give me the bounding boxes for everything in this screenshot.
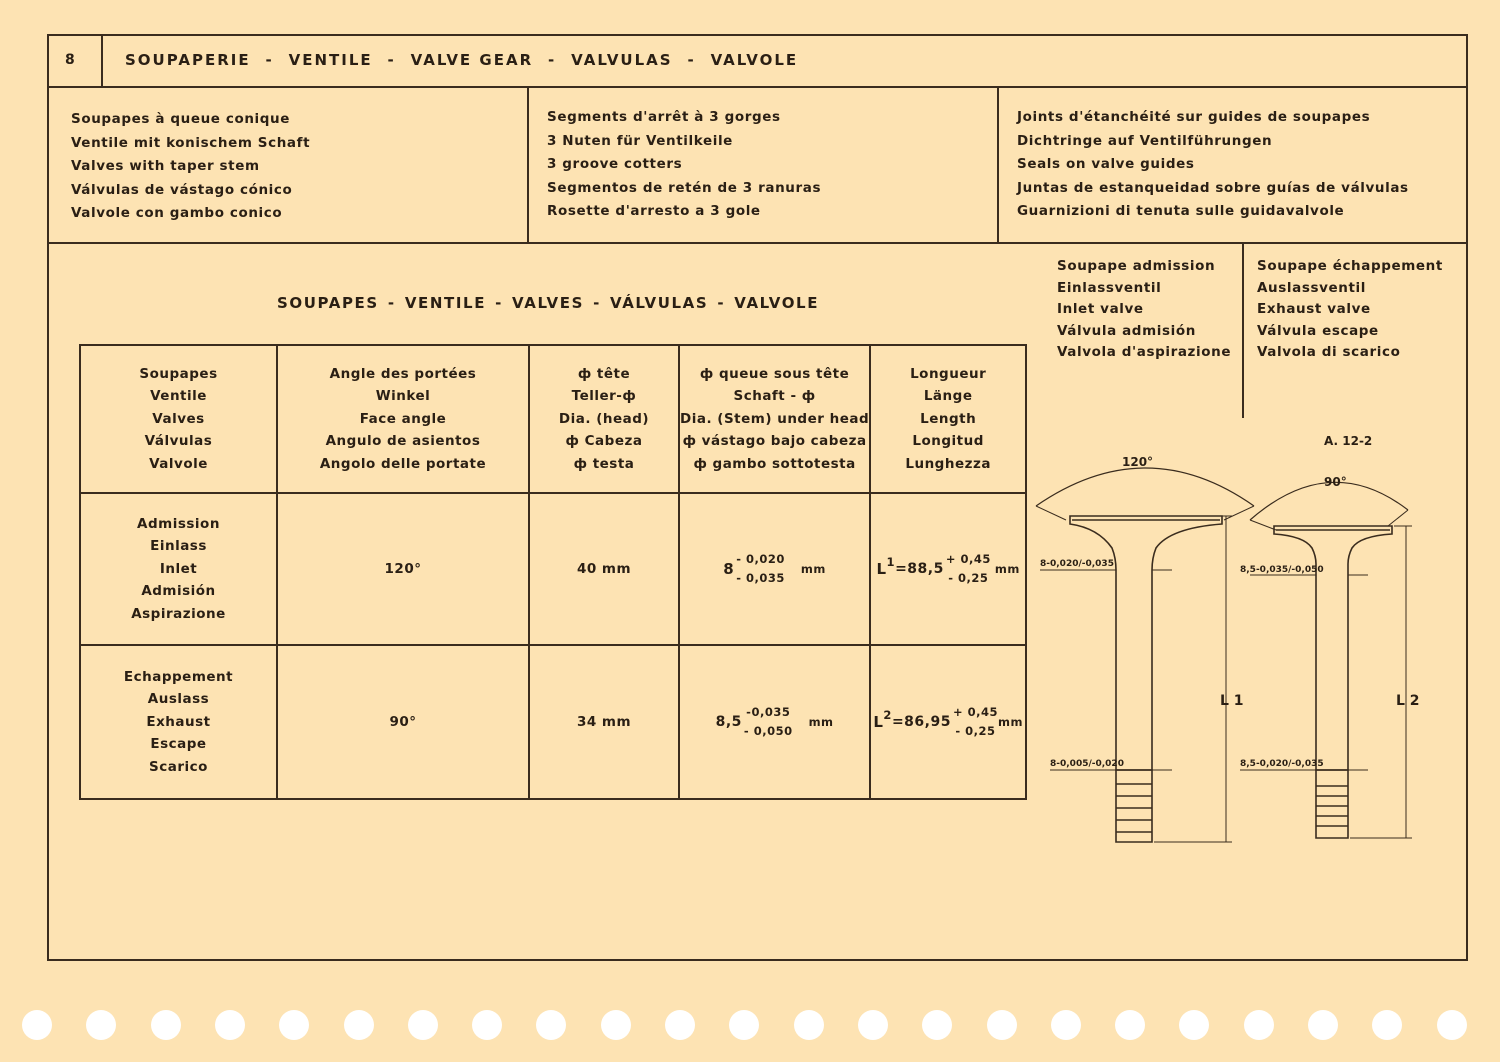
- header-head-diameter: ф tête Teller-ф Dia. (head) ф Cabeza ф testa: [529, 345, 679, 493]
- exhaust-top-dimension: 8,5-0,035/-0,050: [1240, 565, 1324, 575]
- page-number: 8: [65, 52, 75, 68]
- feature-line: Válvulas de vástago cónico: [71, 181, 293, 198]
- exhaust-head: 34 mm: [529, 645, 679, 799]
- exhaust-angle-label: 90°: [1324, 475, 1347, 489]
- title-en: VALVE GEAR: [410, 51, 534, 69]
- binder-hole: [22, 1010, 52, 1040]
- features-col-divider-1: [527, 86, 529, 242]
- valve-label-divider: [1242, 242, 1244, 418]
- exhaust-bottom-dimension: 8,5-0,020/-0,035: [1240, 759, 1324, 769]
- inlet-valve-shape: [1036, 468, 1254, 842]
- section-title-fr: SOUPAPES: [277, 294, 379, 312]
- header-face-angle: Angle des portées Winkel Face angle Angulo de asientos Angolo delle portate: [277, 345, 529, 493]
- section-title-en: VALVES: [512, 294, 584, 312]
- features-col-divider-2: [997, 86, 999, 242]
- binder-hole: [1051, 1010, 1081, 1040]
- binder-hole: [987, 1010, 1017, 1040]
- feature-line: Joints d'étanchéité sur guides de soupapes: [1017, 109, 1371, 125]
- binder-hole: [472, 1010, 502, 1040]
- binder-hole: [536, 1010, 566, 1040]
- binder-hole: [1372, 1010, 1402, 1040]
- header-valves: Soupapes Ventile Valves Válvulas Valvole: [80, 345, 277, 493]
- inlet-top-dimension: 8-0,020/-0,035: [1040, 559, 1114, 569]
- exhaust-names: Echappement Auslass Exhaust Escape Scarico: [80, 645, 277, 799]
- valve-spec-table: [79, 344, 1027, 800]
- table-header-row: [80, 345, 1026, 493]
- length-l2-label: L 2: [1396, 693, 1420, 709]
- title-es: VALVULAS: [571, 51, 673, 69]
- binder-hole: [279, 1010, 309, 1040]
- section-title-de: VENTILE: [404, 294, 487, 312]
- title-de: VENTILE: [288, 51, 373, 69]
- feature-line: Seals on valve guides: [1017, 156, 1195, 172]
- section-title: SOUPAPES - VENTILE - VALVES - VÁLVULAS - VALVOLE: [277, 294, 820, 312]
- table-row-exhaust: [80, 645, 1026, 799]
- binder-hole: [151, 1010, 181, 1040]
- feature-line: 3 groove cotters: [547, 156, 683, 172]
- feature-line: Segmentos de retén de 3 ranuras: [547, 179, 822, 196]
- header-stem-diameter: ф queue sous tête Schaft - ф Dia. (Stem) under head ф vástago bajo cabeza ф gambo sottotesta: [679, 345, 870, 493]
- inlet-angle-label: 120°: [1122, 455, 1154, 469]
- header-length: Longueur Länge Length Longitud Lunghezza: [870, 345, 1026, 493]
- inlet-stem: 8 - 0,020 - 0,035 mm: [679, 493, 870, 645]
- feature-line: Soupapes à queue conique: [71, 111, 290, 127]
- binder-hole: [1115, 1010, 1145, 1040]
- exhaust-stem: 8,5 -0,035 - 0,050 mm: [679, 645, 870, 799]
- valve-drawing: [1030, 450, 1430, 850]
- figure-reference: A. 12-2: [1324, 434, 1373, 448]
- exhaust-length: L 2 =86,95 + 0,45 - 0,25 mm: [870, 645, 1026, 799]
- binder-holes: [0, 1010, 1500, 1042]
- feature-line: Juntas de estanqueidad sobre guías de válvulas: [1017, 179, 1409, 196]
- binder-hole: [858, 1010, 888, 1040]
- features-divider: [49, 242, 1466, 244]
- section-title-es: VÁLVULAS: [610, 294, 709, 312]
- page-title: SOUPAPERIE - VENTILE - VALVE GEAR - VALVULAS - VALVOLE: [125, 51, 799, 69]
- binder-hole: [1437, 1010, 1467, 1040]
- inlet-valve-labels: Soupape admission Einlassventil Inlet valve Válvula admisión Valvola d'aspirazione: [1057, 258, 1232, 360]
- binder-hole: [794, 1010, 824, 1040]
- binder-hole: [408, 1010, 438, 1040]
- inlet-length: L 1 =88,5 + 0,45 - 0,25 mm: [870, 493, 1026, 645]
- feature-line: Segments d'arrêt à 3 gorges: [547, 109, 781, 125]
- pagenum-divider: [101, 36, 103, 86]
- table-row-inlet: [80, 493, 1026, 645]
- binder-hole: [215, 1010, 245, 1040]
- feature-seals: [1017, 106, 1409, 224]
- binder-hole: [1244, 1010, 1274, 1040]
- section-title-it: VALVOLE: [734, 294, 820, 312]
- feature-line: Valves with taper stem: [71, 158, 260, 174]
- length-l1-label: L 1: [1220, 693, 1244, 709]
- feature-line: Rosette d'arresto a 3 gole: [547, 203, 761, 219]
- feature-line: Guarnizioni di tenuta sulle guidavalvole: [1017, 203, 1345, 219]
- feature-line: Ventile mit konischem Schaft: [71, 134, 311, 151]
- binder-hole: [1179, 1010, 1209, 1040]
- inlet-head: 40 mm: [529, 493, 679, 645]
- feature-cotters: [547, 106, 821, 224]
- inlet-bottom-dimension: 8-0,005/-0,020: [1050, 759, 1124, 769]
- header-divider: [49, 86, 1466, 88]
- binder-hole: [922, 1010, 952, 1040]
- exhaust-valve-labels: Soupape échappement Auslassventil Exhaust valve Válvula escape Valvola di scarico: [1257, 258, 1443, 360]
- binder-hole: [344, 1010, 374, 1040]
- title-fr: SOUPAPERIE: [125, 51, 251, 69]
- inlet-names: Admission Einlass Inlet Admisión Aspirazione: [80, 493, 277, 645]
- binder-hole: [601, 1010, 631, 1040]
- exhaust-valve-shape: [1250, 482, 1408, 838]
- inlet-angle: 120°: [277, 493, 529, 645]
- binder-hole: [665, 1010, 695, 1040]
- feature-line: 3 Nuten für Ventilkeile: [547, 132, 733, 149]
- feature-line: Dichtringe auf Ventilführungen: [1017, 132, 1273, 149]
- binder-hole: [729, 1010, 759, 1040]
- binder-hole: [86, 1010, 116, 1040]
- title-it: VALVOLE: [710, 51, 799, 69]
- feature-taper-stem: [71, 108, 310, 226]
- exhaust-angle: 90°: [277, 645, 529, 799]
- binder-hole: [1308, 1010, 1338, 1040]
- feature-line: Valvole con gambo conico: [71, 205, 283, 221]
